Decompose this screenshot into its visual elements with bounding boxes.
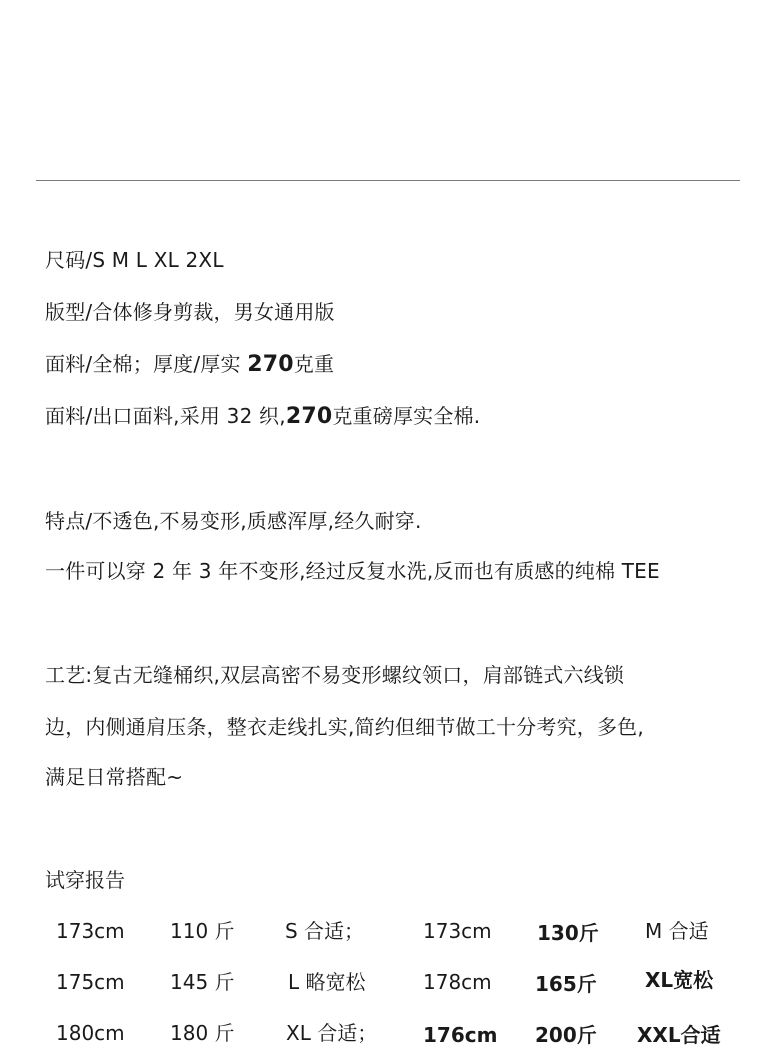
trial-cell-fit: XL宽松 bbox=[645, 968, 714, 992]
trial-cell-height: 180cm bbox=[56, 1021, 125, 1045]
feature-line: 一件可以穿 2 年 3 年不变形,经过反复水洗,反而也有质感的纯棉 TEE bbox=[45, 559, 660, 583]
trial-cell-weight: 130斤 bbox=[537, 921, 599, 945]
trial-cell-fit: XXL合适 bbox=[637, 1023, 721, 1047]
trial-cell-weight: 145 斤 bbox=[170, 970, 235, 994]
craft-line: 工艺:复古无缝桶织,双层高密不易变形螺纹领口，肩部链式六线锁 bbox=[45, 663, 625, 687]
trial-cell-height: 173cm bbox=[56, 919, 125, 943]
trial-cell-fit: L 略宽松 bbox=[288, 970, 366, 994]
spec-weight-number: 270 bbox=[247, 352, 294, 377]
trial-cell-weight: 165斤 bbox=[535, 972, 597, 996]
trial-cell-height: 175cm bbox=[56, 970, 125, 994]
trial-report-title: 试穿报告 bbox=[45, 868, 125, 892]
craft-line: 边，内侧通肩压条，整衣走线扎实,简约但细节做工十分考究，多色, bbox=[45, 715, 644, 739]
trial-cell-weight: 200斤 bbox=[535, 1023, 597, 1047]
trial-cell-weight: 180 斤 bbox=[170, 1021, 235, 1045]
spec-line-fabric-detail bbox=[45, 402, 480, 431]
spec-weight-number: 270 bbox=[285, 404, 333, 429]
feature-line: 特点/不透色,不易变形,质感浑厚,经久耐穿. bbox=[45, 509, 422, 533]
spec-line-fit bbox=[45, 298, 335, 326]
trial-cell-fit: XL 合适； bbox=[286, 1021, 378, 1045]
spec-text: 面料/出口面料,采用 32 织, bbox=[45, 404, 286, 428]
trial-cell-height: 176cm bbox=[423, 1023, 498, 1047]
craft-line: 满足日常搭配~ bbox=[45, 765, 184, 789]
spec-text: 面料/全棉；厚度/厚实 bbox=[45, 352, 248, 376]
spec-line-fabric bbox=[45, 350, 334, 379]
top-divider bbox=[36, 180, 740, 181]
spec-text: 尺码/S M L XL 2XL bbox=[45, 248, 224, 272]
trial-cell-weight: 110 斤 bbox=[170, 919, 235, 943]
trial-cell-height: 173cm bbox=[423, 919, 492, 943]
spec-text: 克重 bbox=[293, 352, 335, 376]
trial-cell-fit: S 合适； bbox=[285, 919, 365, 943]
trial-cell-height: 178cm bbox=[423, 970, 492, 994]
spec-text: 版型/合体修身剪裁，男女通用版 bbox=[45, 300, 335, 324]
spec-line-size bbox=[45, 246, 224, 274]
trial-cell-fit: M 合适 bbox=[645, 919, 709, 943]
spec-text: 克重磅厚实全棉. bbox=[332, 404, 481, 428]
